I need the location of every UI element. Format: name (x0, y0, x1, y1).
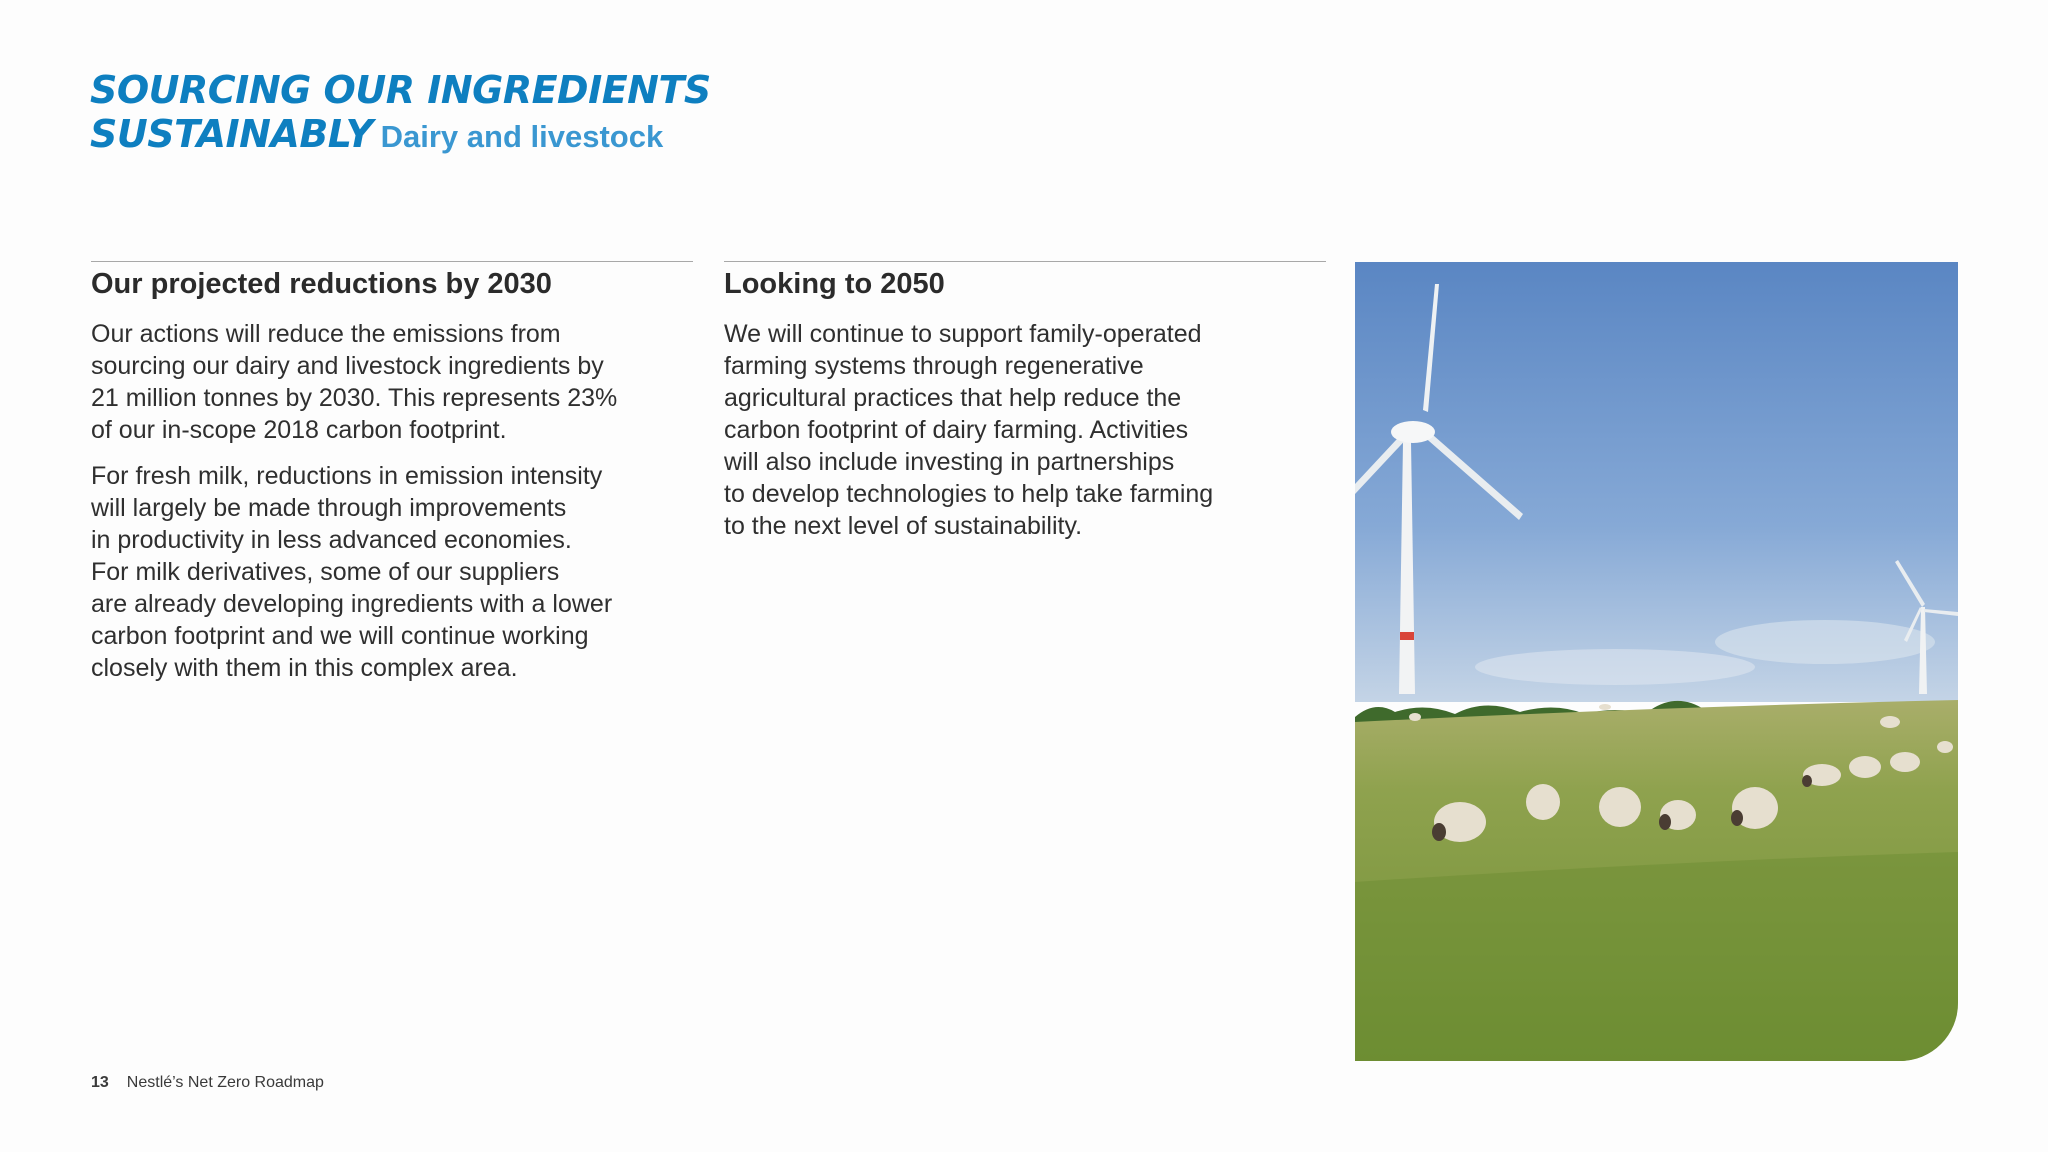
text-line: are already developing ingredients with a lower (91, 590, 613, 618)
text-line: Our actions will reduce the emissions from (91, 320, 561, 348)
text-line: will largely be made through improvements (91, 494, 567, 522)
page-subtitle: Dairy and livestock (380, 119, 664, 154)
page-title (90, 68, 990, 159)
text-line: closely with them in this complex area. (91, 654, 518, 682)
text-line: carbon footprint of dairy farming. Activities (724, 416, 1189, 444)
section-heading-2050: Looking to 2050 (724, 268, 945, 300)
text-line: For milk derivatives, some of our suppliers (91, 558, 560, 586)
wind-turbines-sheep-photo (1355, 262, 1958, 1061)
text-line: in productivity in less advanced economies. (91, 526, 572, 554)
page-footer (91, 1073, 324, 1093)
text-line: to develop technologies to help take farming (724, 480, 1214, 508)
pasture (1355, 700, 1958, 1061)
text-line: to the next level of sustainability. (724, 512, 1083, 540)
text-line: For fresh milk, reductions in emission intensity (91, 462, 603, 490)
text-line: sourcing our dairy and livestock ingredients by (91, 352, 604, 380)
text-line: We will continue to support family-operated (724, 320, 1202, 348)
section-heading-2030: Our projected reductions by 2030 (91, 268, 552, 300)
title-line-1: SOURCING OUR INGREDIENTS (90, 68, 711, 112)
looking-to-2050-section (724, 261, 1326, 556)
outlook-paragraph (724, 318, 1326, 542)
text-line: will also include investing in partnerships (724, 448, 1175, 476)
text-line: agricultural practices that help reduce the (724, 384, 1182, 412)
title-line-2 (90, 112, 990, 159)
text-line: of our in-scope 2018 carbon footprint. (91, 416, 507, 444)
sky (1355, 262, 1958, 702)
page-number: 13 (91, 1074, 109, 1091)
reductions-paragraph-2 (91, 460, 693, 684)
text-line: carbon footprint and we will continue working (91, 622, 589, 650)
title-word-sustainably: SUSTAINABLY (90, 112, 373, 156)
text-line: 21 million tonnes by 2030. This represents 23% (91, 384, 618, 412)
text-line: farming systems through regenerative (724, 352, 1144, 380)
document-title: Nestlé’s Net Zero Roadmap (126, 1074, 324, 1091)
reductions-paragraph-1 (91, 318, 693, 446)
projected-reductions-section (91, 261, 693, 698)
